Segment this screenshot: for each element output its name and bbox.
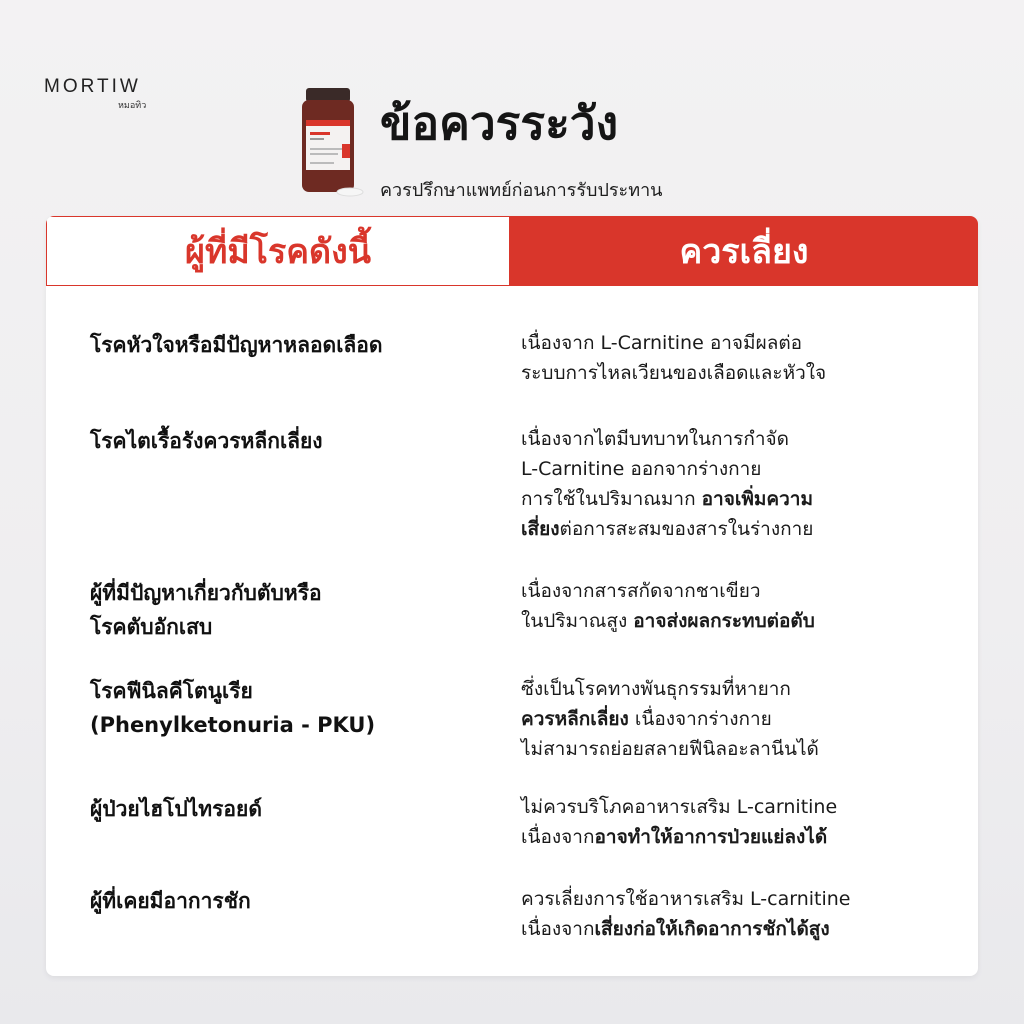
page-subtitle: ควรปรึกษาแพทย์ก่อนการรับประทาน — [380, 180, 663, 201]
brand-name: MORTIW — [44, 76, 141, 97]
condition-cell: โรคไตเรื้อรังควรหลีกเลี่ยง — [90, 429, 323, 453]
condition-cell: โรคฟีนิลคีโตนูเรีย (Phenylketonuria - PKU) — [90, 679, 376, 737]
condition-cell: ผู้ที่เคยมีอาการชัก — [90, 889, 251, 913]
precautions-table — [46, 216, 978, 976]
condition-cell: ผู้ป่วยไฮโปไทรอยด์ — [90, 797, 262, 821]
reason-cell: ควรเลี่ยงการใช้อาหารเสริม L-carnitine เนื่องจากเสี่ยงก่อให้เกิดอาการชักได้สูง — [521, 888, 851, 940]
reason-cell: ไม่ควรบริโภคอาหารเสริม L-carnitine เนื่องจากอาจทำให้อาการป่วยแย่ลงได้ — [521, 796, 838, 848]
column-header-conditions: ผู้ที่มีโรคดังนี้ — [46, 216, 510, 286]
condition-cell: โรคหัวใจหรือมีปัญหาหลอดเลือด — [90, 333, 383, 357]
reason-cell: ซึ่งเป็นโรคทางพันธุกรรมที่หายาก ควรหลีกเลี่ยง เนื่องจากร่างกาย ไม่สามารถย่อยสลายฟีนิลอะลานีนได้ — [521, 678, 819, 760]
reason-cell: เนื่องจากไตมีบทบาทในการกำจัด L-Carnitine ออกจากร่างกาย การใช้ในปริมาณมาก อาจเพิ่มความ เสี่ยงต่อการสะสมของสารในร่างกาย — [521, 428, 814, 540]
column-header-avoid: ควรเลี่ยง — [510, 216, 978, 286]
supplement-bottle-icon — [298, 86, 364, 198]
condition-cell: ผู้ที่มีปัญหาเกี่ยวกับตับหรือ โรคตับอักเสบ — [90, 581, 322, 639]
reason-cell: เนื่องจากสารสกัดจากชาเขียว ในปริมาณสูง อาจส่งผลกระทบต่อตับ — [521, 580, 815, 632]
reason-cell: เนื่องจาก L-Carnitine อาจมีผลต่อ ระบบการไหลเวียนของเลือดและหัวใจ — [521, 332, 827, 384]
page-title: ข้อควรระวัง — [380, 96, 619, 150]
brand-subname: หมอทิว — [118, 101, 147, 111]
